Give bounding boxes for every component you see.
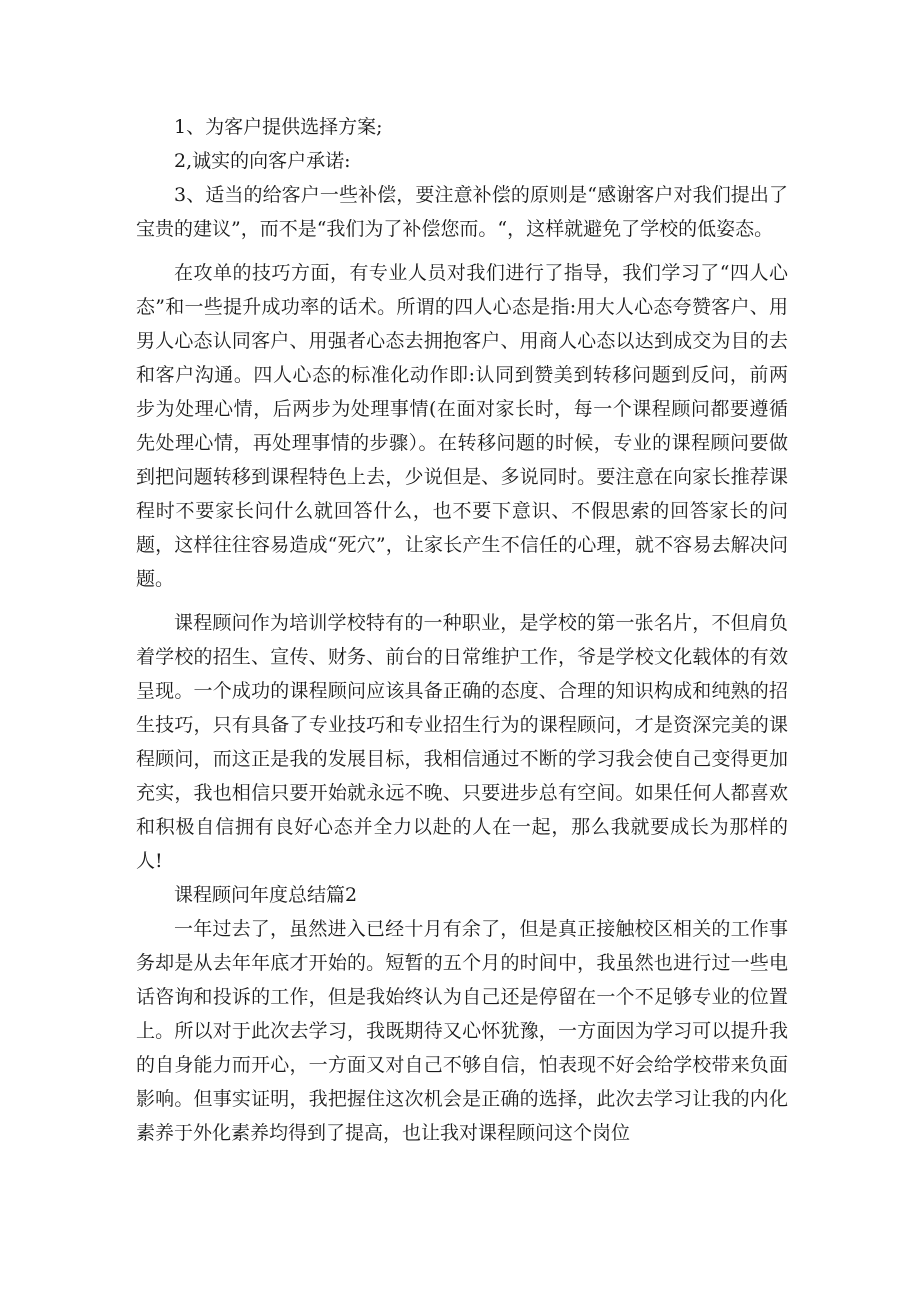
body-paragraph: 课程顾问作为培训学校特有的一种职业，是学校的第一张名片，不但肩负着学校的招生、宣传、财务、前台的日常维护工作，爷是学校文化载体的有效呈现。一个成功的课程顾问应该具备正确的态度、合理的知识构成和纯熟的招生技巧，只有具备了专业技巧和专业招生行为的课程顾问，才是资深完美的课程顾问，而这正是我的发展目标，我相信通过不断的学习我会使自己变得更加充实，我也相信只要开始就永远不晚、只要进步总有空间。如果任何人都喜欢和积极自信拥有良好心态并全力以赴的人在一起，那么我就要成长为那样的人! bbox=[136, 612, 788, 872]
body-paragraph: 一年过去了，虽然进入已经十月有余了，但是真正接触校区相关的工作事务却是从去年年底才开始的。短暂的五个月的时间中，我虽然也进行过一些电话咨询和投诉的工作，但是我始终认为自己还是停留在一个不足够专业的位置上。所以对于此次去学习，我既期待又心怀犹豫，一方面因为学习可以提升我的自身能力而开心，一方面又对自己不够自信，怕表现不好会给学校带来负面影响。但事实证明，我把握住这次机会是正确的选择，此次去学习让我的内化素养于外化素养均得到了提高，也让我对课程顾问这个岗位 bbox=[136, 918, 788, 1144]
list-item: 1、为客户提供选择方案; bbox=[174, 116, 383, 138]
list-item: 3、适当的给客户一些补偿，要注意补偿的原则是“感谢客户对我们提出了宝贵的建议”，而不是“我们为了补偿您而。“，这样就避免了学校的低姿态。 bbox=[136, 184, 788, 240]
body-paragraph: 在攻单的技巧方面，有专业人员对我们进行了指导，我们学习了“四人心态”和一些提升成功率的话术。所谓的四人心态是指:用大人心态夸赞客户、用男人心态认同客户、用强者心态去拥抱客户、用商人心态以达到成交为目的去和客户沟通。四人心态的标准化动作即:认同到赞美到转移问题到反问，前两步为处理心情，后两步为处理事情(在面对家长时，每一个课程顾问都要遵循先处理心情，再处理事情的步骤）。在转移问题的时候，专业的课程顾问要做到把问题转移到课程特色上去，少说但是、多说同时。要注意在向家长推荐课程时不要家长问什么就回答什么，也不要下意识、不假思索的回答家长的问题，这样往往容易造成“死穴”，让家长产生不信任的心理，就不容易去解决问题。 bbox=[136, 262, 788, 590]
section-heading: 课程顾问年度总结篇2 bbox=[174, 884, 358, 906]
document-page bbox=[136, 110, 788, 1150]
list-item: 2,诚实的向客户承诺: bbox=[174, 150, 351, 172]
